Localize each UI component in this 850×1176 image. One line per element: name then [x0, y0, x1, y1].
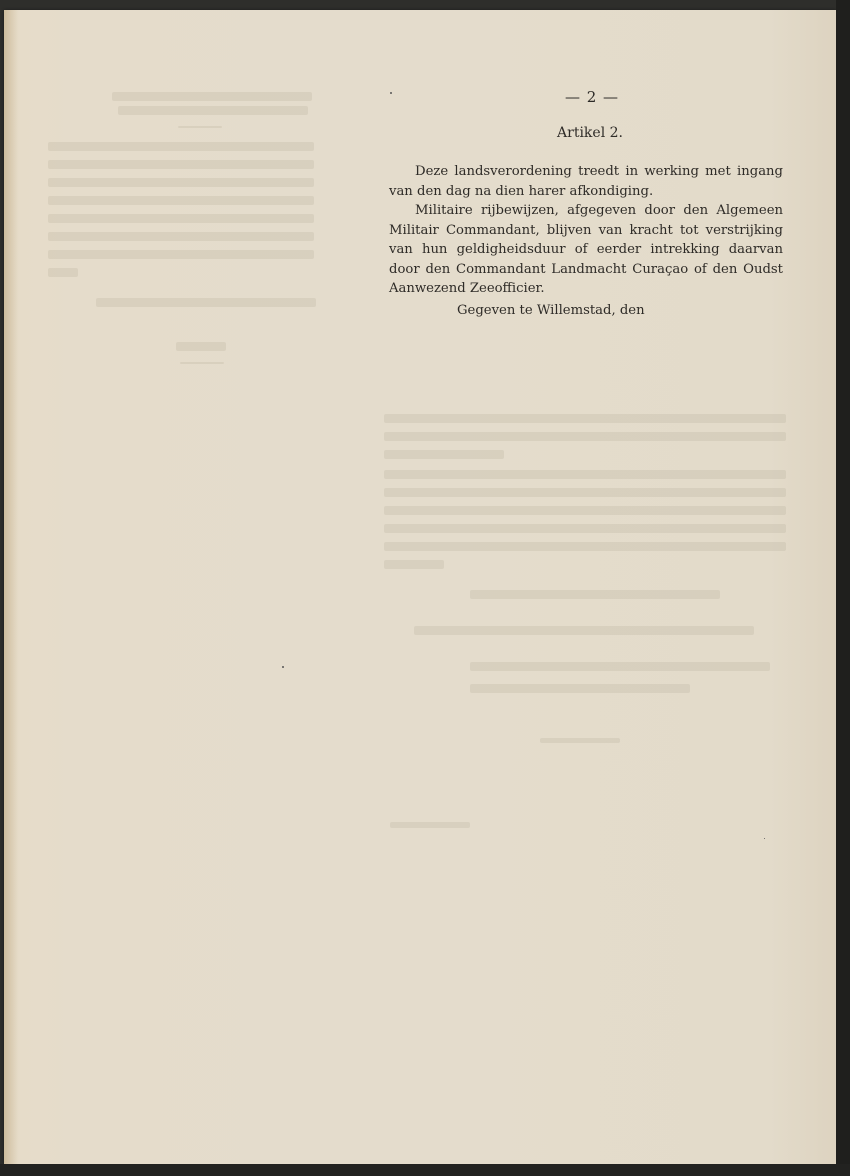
scanner-bottom-edge	[0, 1164, 850, 1176]
paper-speck	[764, 838, 765, 839]
paragraph-line: van den dag na dien harer afkondiging.	[389, 183, 654, 199]
paragraph-line: Aanwezend Zeeofficier.	[389, 281, 545, 297]
paragraph-commencement	[389, 162, 783, 201]
paragraph-line: Deze landsverordening treedt in werking met ingang	[415, 164, 783, 179]
article-heading: Artikel 2.	[557, 125, 623, 141]
paragraph-line: Militair Commandant, blijven van kracht tot verstrijking	[389, 222, 783, 238]
paragraph-line: Militaire rijbewijzen, afgegeven door den Algemeen	[415, 203, 783, 218]
page-number: — 2 —	[564, 88, 620, 106]
paragraph-military-licences	[389, 201, 783, 299]
paragraph-line: van hun geldigheidsduur of eerder intrekking daarvan	[389, 242, 783, 258]
closing-formula: Gegeven te Willemstad, den	[457, 303, 645, 318]
paper-speck	[282, 666, 284, 668]
scanner-right-edge	[836, 0, 850, 1176]
paragraph-line: door den Commandant Landmacht Curaçao of den Oudst	[389, 261, 783, 277]
paper-speck	[390, 92, 392, 94]
page-left-edge-shadow	[4, 10, 18, 1164]
